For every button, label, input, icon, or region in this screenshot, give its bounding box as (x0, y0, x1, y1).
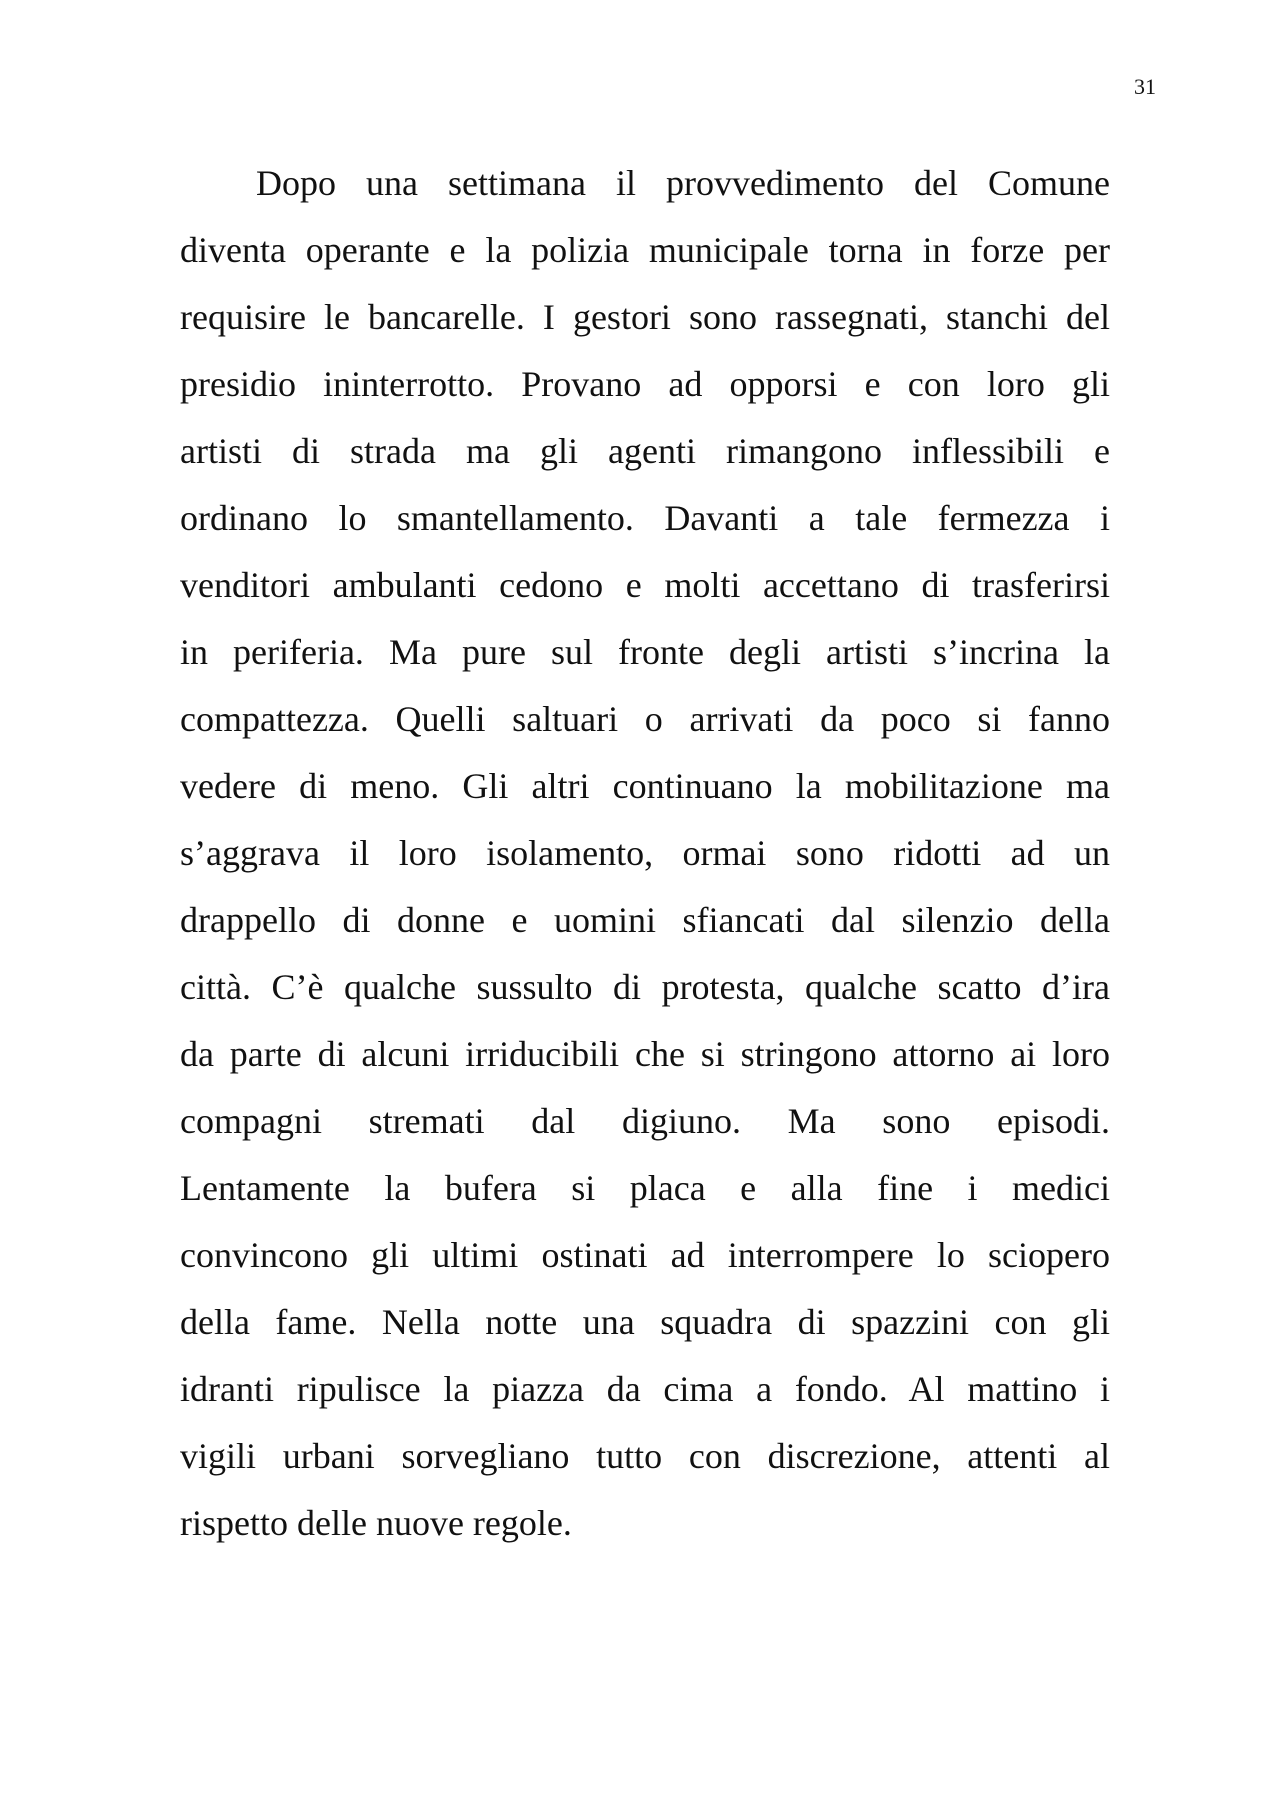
paragraph-line-11: s’aggrava il loro isolamento, ormai sono ridotti ad un (180, 833, 1110, 873)
body-paragraph (180, 150, 1110, 1557)
paragraph-line-4: presidio ininterrotto. Provano ad opporsi e con loro gli (180, 364, 1110, 404)
paragraph-line-15: compagni stremati dal digiuno. Ma sono episodi. (180, 1101, 1110, 1141)
paragraph-line-7: venditori ambulanti cedono e molti accettano di trasferirsi (180, 565, 1110, 605)
page-number: 31 (1134, 74, 1156, 99)
paragraph-line-9: compattezza. Quelli saltuari o arrivati da poco si fanno (180, 699, 1110, 739)
paragraph-line-16: Lentamente la bufera si placa e alla fine i medici (180, 1168, 1110, 1208)
paragraph-line-13: città. C’è qualche sussulto di protesta, qualche scatto d’ira (180, 967, 1110, 1007)
paragraph-line-1: Dopo una settimana il provvedimento del Comune (256, 163, 1110, 203)
paragraph-line-2: diventa operante e la polizia municipale torna in forze per (180, 230, 1110, 270)
paragraph-line-10: vedere di meno. Gli altri continuano la mobilitazione ma (180, 766, 1110, 806)
paragraph-line-19: idranti ripulisce la piazza da cima a fondo. Al mattino i (180, 1369, 1110, 1409)
paragraph-line-12: drappello di donne e uomini sfiancati dal silenzio della (180, 900, 1110, 940)
paragraph-line-6: ordinano lo smantellamento. Davanti a tale fermezza i (180, 498, 1110, 538)
paragraph-line-5: artisti di strada ma gli agenti rimangono inflessibili e (180, 431, 1110, 471)
paragraph-line-18: della fame. Nella notte una squadra di spazzini con gli (180, 1302, 1110, 1342)
paragraph-line-3: requisire le bancarelle. I gestori sono rassegnati, stanchi del (180, 297, 1110, 337)
paragraph-line-21: rispetto delle nuove regole. (180, 1503, 572, 1543)
paragraph-line-8: in periferia. Ma pure sul fronte degli artisti s’incrina la (180, 632, 1110, 672)
paragraph-line-17: convincono gli ultimi ostinati ad interrompere lo sciopero (180, 1235, 1110, 1275)
paragraph-line-14: da parte di alcuni irriducibili che si stringono attorno ai loro (180, 1034, 1110, 1074)
paragraph-line-20: vigili urbani sorvegliano tutto con discrezione, attenti al (180, 1436, 1110, 1476)
